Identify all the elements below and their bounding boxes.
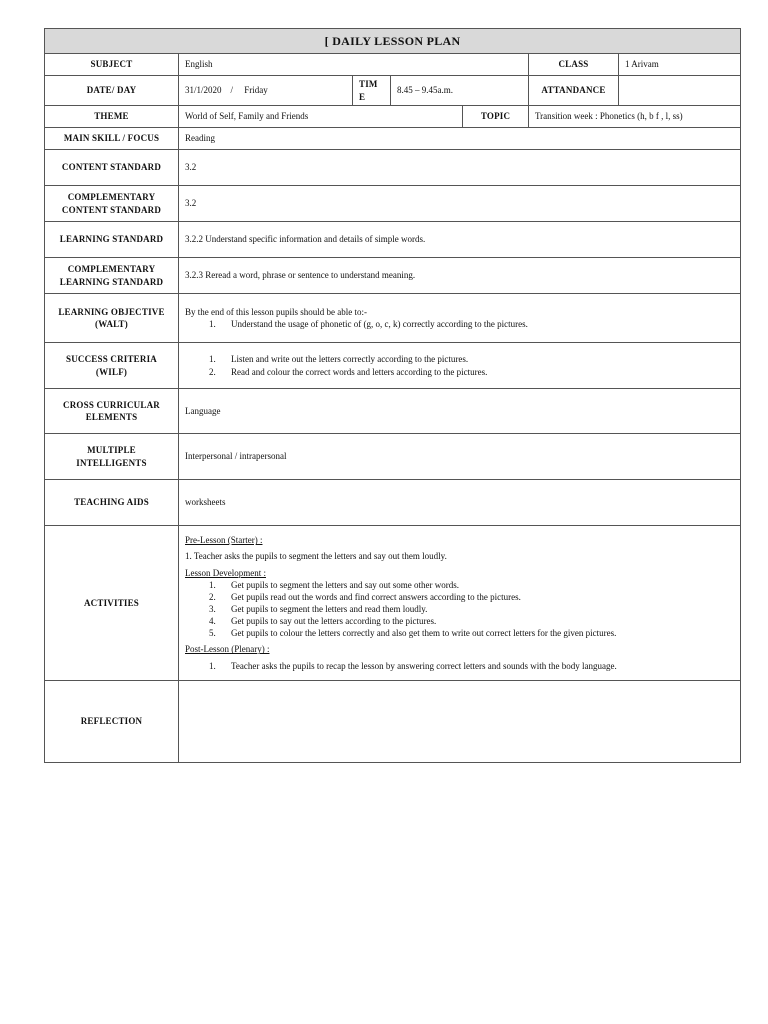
learning-standard-label: LEARNING STANDARD [45, 222, 179, 258]
multiple-intelligents-label: MULTIPLE INTELLIGENTS [45, 434, 179, 480]
list-item-text: Get pupils to segment the letters and say out some other words. [231, 579, 459, 590]
list-item [185, 353, 734, 365]
cross-curricular-value: Language [179, 389, 741, 434]
learning-standard-value: 3.2.2 Understand specific information and details of simple words. [179, 222, 741, 258]
list-item [185, 627, 734, 639]
list-number: 5. [209, 628, 216, 639]
list-number: 1. [209, 579, 216, 590]
reflection-value [179, 681, 741, 763]
time-label: TIM E [353, 76, 391, 106]
list-number: 3. [209, 604, 216, 614]
teaching-aids-label: TEACHING AIDS [45, 480, 179, 526]
attendance-label: ATTANDANCE [529, 76, 619, 106]
list-item [185, 366, 734, 378]
lesson-plan-table [44, 28, 741, 763]
list-item-text: Read and colour the correct words and letters according to the pictures. [231, 366, 488, 377]
list-item-text: Listen and write out the letters correctly according to the pictures. [231, 354, 469, 365]
list-item [185, 579, 734, 591]
complementary-content-standard-value: 3.2 [179, 186, 741, 222]
complementary-content-standard-label: COMPLEMENTARY CONTENT STANDARD [45, 186, 179, 222]
date-value: 31/1/2020 / Friday [179, 76, 353, 106]
content-standard-label: CONTENT STANDARD [45, 150, 179, 186]
list-item-text: Get pupils to segment the letters and read them loudly. [231, 604, 428, 614]
main-skill-label: MAIN SKILL / FOCUS [45, 128, 179, 150]
complementary-learning-standard-value: 3.2.3 Reread a word, phrase or sentence to understand meaning. [179, 258, 741, 294]
content-standard-value: 3.2 [179, 150, 741, 186]
class-label: CLASS [529, 54, 619, 76]
cross-curricular-label: CROSS CURRICULAR ELEMENTS [45, 389, 179, 434]
list-number: 1. [209, 319, 216, 329]
date-label: DATE/ DAY [45, 76, 179, 106]
list-item [185, 603, 734, 615]
activities-value [179, 526, 741, 681]
multiple-intelligents-value: Interpersonal / intrapersonal [179, 434, 741, 480]
topic-label: TOPIC [463, 106, 529, 128]
list-item [185, 591, 734, 603]
subject-value: English [179, 54, 529, 76]
list-item [185, 660, 734, 672]
success-criteria-list [185, 353, 734, 377]
list-number: 4. [209, 616, 216, 627]
list-number: 1. [209, 660, 216, 671]
document-title: [ DAILY LESSON PLAN [45, 29, 741, 54]
learning-objective-list [185, 318, 734, 330]
list-number: 2. [209, 591, 216, 602]
post-lesson-list [185, 660, 734, 672]
reflection-label: REFLECTION [45, 681, 179, 763]
list-item-text: Get pupils read out the words and find correct answers according to the pictures. [231, 591, 521, 602]
success-criteria-label: SUCCESS CRITERIA (WILF) [45, 343, 179, 389]
list-item [185, 318, 734, 330]
pre-lesson-heading: Pre-Lesson (Starter) : [185, 535, 263, 546]
list-number: 2. [209, 366, 216, 377]
theme-value: World of Self, Family and Friends [179, 106, 463, 128]
learning-objective-label: LEARNING OBJECTIVE (WALT) [45, 294, 179, 343]
list-number: 1. [209, 354, 216, 365]
list-item-text: Teacher asks the pupils to recap the lesson by answering correct letters and sounds with the body language. [231, 660, 617, 671]
lesson-development-heading: Lesson Development : [185, 567, 266, 578]
teaching-aids-value: worksheets [179, 480, 741, 526]
subject-label: SUBJECT [45, 54, 179, 76]
lesson-development-list [185, 579, 734, 640]
attendance-value [619, 76, 741, 106]
complementary-learning-standard-label: COMPLEMENTARY LEARNING STANDARD [45, 258, 179, 294]
list-item-text: Get pupils to say out the letters according to the pictures. [231, 616, 437, 627]
pre-lesson-text: 1. Teacher asks the pupils to segment the letters and say out them loudly. [185, 551, 447, 562]
list-item-text: Understand the usage of phonetic of (g, o, c, k) correctly according to the pictures. [231, 319, 528, 329]
topic-value: Transition week : Phonetics (h, b f , l, ss) [529, 106, 741, 128]
class-value: 1 Arivam [619, 54, 741, 76]
activities-label: ACTIVITIES [45, 526, 179, 681]
post-lesson-heading: Post-Lesson (Plenary) : [185, 644, 270, 655]
list-item-text: Get pupils to colour the letters correctly and also get them to write out correct letters for the given pictures. [231, 628, 617, 639]
learning-objective-intro: By the end of this lesson pupils should be able to:- [185, 306, 367, 317]
time-value: 8.45 – 9.45a.m. [391, 76, 529, 106]
main-skill-value: Reading [179, 128, 741, 150]
learning-objective-value [179, 294, 741, 343]
list-item [185, 615, 734, 627]
theme-label: THEME [45, 106, 179, 128]
success-criteria-value [179, 343, 741, 389]
